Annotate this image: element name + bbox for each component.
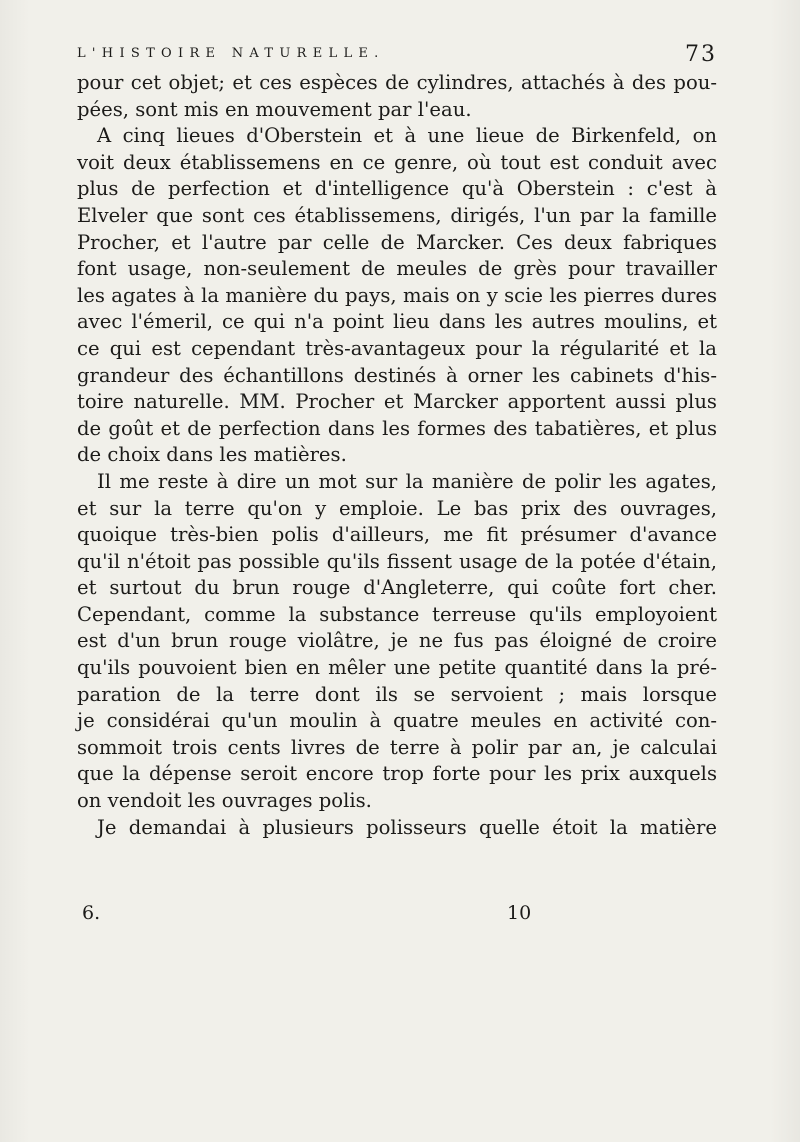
- text-line: toire naturelle. MM. Procher et Marcker apportent aussi plus: [77, 390, 717, 414]
- text-line: est d'un brun rouge violâtre, je ne fus pas éloigné de croire: [77, 629, 717, 653]
- text-line: Il me reste à dire un mot sur la manière de polir les agates,: [97, 469, 717, 493]
- text-line: grandeur des échantillons destinés à orner les cabinets d'his-: [77, 363, 717, 387]
- signature-mark: 6.: [82, 902, 101, 924]
- text-line: Elveler que sont ces établissemens, dirigés, l'un par la famille: [77, 203, 717, 227]
- text-line: et surtout du brun rouge d'Angleterre, qui coûte fort cher.: [77, 576, 717, 600]
- text-line: de goût et de perfection dans les formes des tabatières, et plus: [77, 416, 717, 440]
- text-line: les agates à la manière du pays, mais on y scie les pierres dures: [77, 283, 717, 307]
- catchword: 10: [507, 902, 532, 924]
- text-line: que la dépense seroit encore trop forte pour les prix auxquels: [77, 762, 717, 786]
- text-line: voit deux établissemens en ce genre, où tout est conduit avec: [77, 150, 717, 174]
- page-number: 73: [685, 42, 717, 67]
- text-line: ce qui est cependant très-avantageux pour la régularité et la: [77, 336, 717, 360]
- text-line: Cependant, comme la substance terreuse qu'ils employoient: [77, 602, 717, 626]
- text-line: quoique très-bien polis d'ailleurs, me fit présumer d'avance: [77, 523, 717, 547]
- text-line: plus de perfection et d'intelligence qu'à Oberstein : c'est à: [77, 177, 717, 201]
- text-line: on vendoit les ouvrages polis.: [77, 789, 372, 813]
- text-line: et sur la terre qu'on y emploie. Le bas prix des ouvrages,: [77, 496, 717, 520]
- text-line: paration de la terre dont ils se servoient ; mais lorsque: [77, 682, 717, 706]
- text-line: de choix dans les matières.: [77, 443, 347, 467]
- text-line: Je demandai à plusieurs polisseurs quelle étoit la matière: [97, 815, 717, 839]
- text-line: qu'il n'étoit pas possible qu'ils fissent usage de la potée d'étain,: [77, 549, 717, 573]
- text-line: pour cet objet; et ces espèces de cylindres, attachés à des pou-: [77, 71, 717, 94]
- text-line: A cinq lieues d'Oberstein et à une lieue de Birkenfeld, on: [97, 124, 717, 148]
- text-line: Procher, et l'autre par celle de Marcker. Ces deux fabriques: [77, 230, 717, 254]
- text-line: je considérai qu'un moulin à quatre meules en activité con-: [77, 709, 717, 733]
- text-line: qu'ils pouvoient bien en mêler une petite quantité dans la pré-: [77, 656, 717, 680]
- page-footer: [77, 902, 717, 930]
- text-line: avec l'émeril, ce qui n'a point lieu dans les autres moulins, et: [77, 310, 717, 334]
- text-line: sommoit trois cents livres de terre à polir par an, je calculai: [77, 735, 717, 759]
- text-line: pées, sont mis en mouvement par l'eau.: [77, 97, 472, 121]
- text-line: font usage, non-seulement de meules de grès pour travailler: [77, 257, 717, 281]
- running-title: L'HISTOIRE NATURELLE.: [77, 46, 385, 61]
- body-text: [77, 70, 717, 841]
